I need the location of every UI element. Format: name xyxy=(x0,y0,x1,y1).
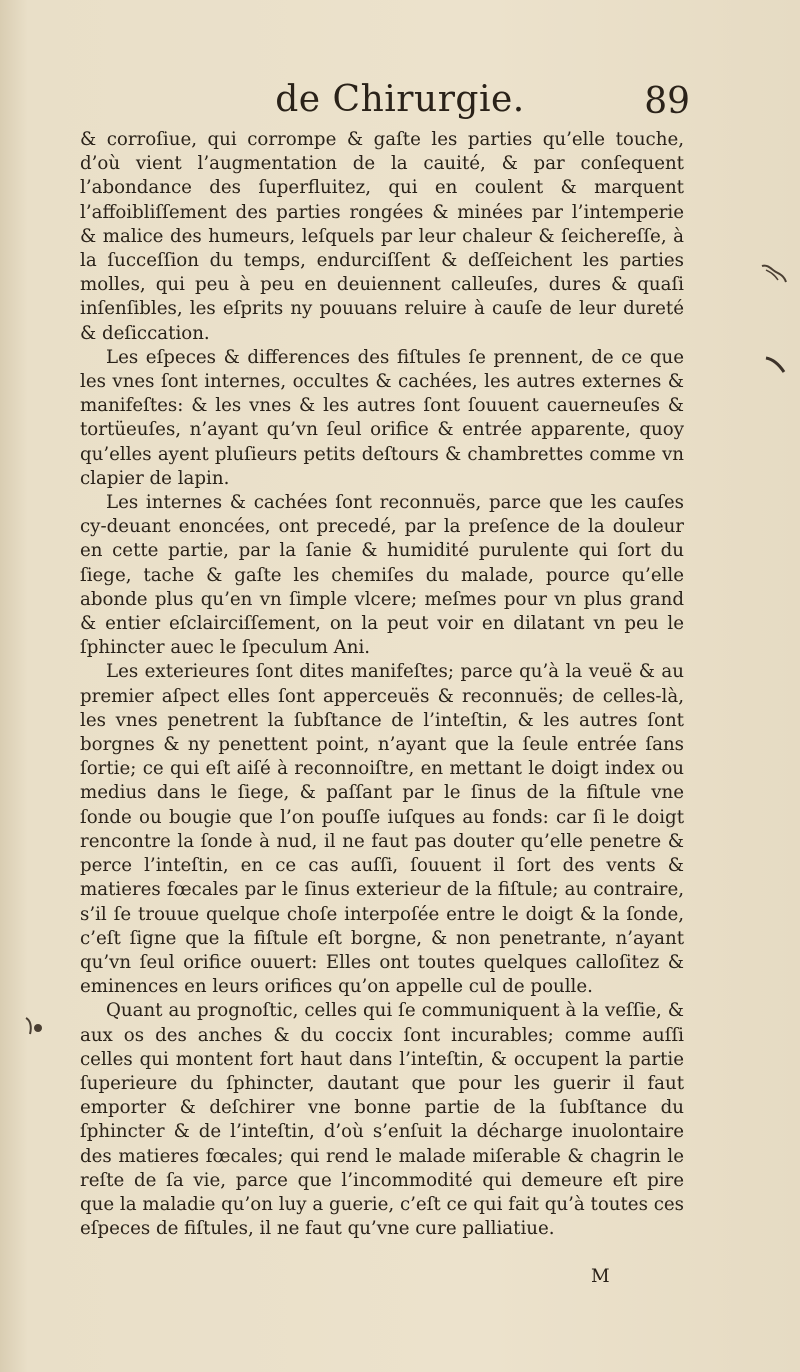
margin-flourish-icon xyxy=(22,1012,48,1040)
margin-flourish-icon xyxy=(764,355,786,375)
signature-mark: M xyxy=(591,1266,610,1287)
paragraph-1: & corroſiue, qui corrompe & gaſte les parties qu’elle touche, d’où vient l’augmentation de la cauité, & par conſequent l’abondance des ſuperfluitez, qui en coulent & marquent l’affoibliſſement des parties rongées & minées par l’intemperie & malice des humeurs, leſquels par leur chaleur & ſeichereſſe, à la ſucceſſion du temps, endurciſſent & deſſeichent les parties molles, qui peu à peu en deuiennent calleuſes, dures & quaſi inſenſibles, les eſprits ny pouuans reluire à cauſe de leur dureté & deſiccation. xyxy=(80,129,684,344)
body-text xyxy=(80,128,684,1241)
paragraph-2: Les eſpeces & differences des fiſtules ſe prennent, de ce que les vnes ſont internes, occultes & cachées, les autres externes & manifeſtes: & les vnes & les autres ſont ſouuent cauerneuſes & tortüeuſes, n’ayant qu’vn ſeul orifice & entrée apparente, quoy qu’elles ayent pluſieurs petits deſtours & chambrettes comme vn clapier de lapin. xyxy=(80,346,684,489)
paragraph-5: Quant au prognoſtic, celles qui ſe communiquent à la veſſie, & aux os des anches & du coccix ſont incurables; comme auſſi celles qui montent fort haut dans l’inteſtin, & occupent la partie ſuperieure du ſphincter, dautant que pour les guerir il faut emporter & deſchirer vne bonne partie de la ſubſtance du ſphincter & de l’inteſtin, d’où s’enſuit la décharge inuolontaire des matieres fœcales; qui rend le malade miſerable & chagrin le reſte de ſa vie, parce que l’incommodité qui demeure eſt pire que la maladie qu’on luy a guerie, c’eſt ce qui fait qu’à toutes ces eſpeces de fiſtules, il ne faut qu’vne cure palliatiue. xyxy=(80,1000,684,1240)
page-header xyxy=(0,78,800,128)
margin-flourish-icon xyxy=(760,262,788,284)
page-number: 89 xyxy=(644,81,690,122)
paragraph-3: Les internes & cachées ſont reconnuës, parce que les cauſes cy-deuant enoncées, ont precedé, par la preſence de la douleur en cette partie, par la ſanie & humidité purulente qui ſort du ſiege, tache & gaſte les chemiſes du malade, pource qu’elle abonde plus qu’en vn ſimple vlcere; meſmes pour vn plus grand & entier eſclairciſſement, on la peut voir en dilatant vn peu le ſphincter auec le ſpeculum Ani. xyxy=(80,492,684,659)
paragraph-4: Les exterieures ſont dites manifeſtes; parce qu’à la veuë & au premier aſpect elles ſont apperceuës & reconnuës; de celles-là, les vnes penetrent la ſubſtance de l’inteſtin, & les autres ſont borgnes & ny penettent point, n’ayant que la ſeule entrée ſans ſortie; ce qui eſt aiſé à reconnoiſtre, en mettant le doigt index ou medius dans le ſiege, & paſſant par le ſinus de la fiſtule vne ſonde ou bougie que l’on pouſſe iuſques au fonds: car ſi le doigt rencontre la ſonde à nud, il ne faut pas douter qu’elle penetre & perce l’inteſtin, en ce cas auſſi, ſouuent il ſort des vents & matieres fœcales par le ſinus exterieur de la fiſtule; au contraire, s’il ſe trouue quelque choſe interpoſée entre le doigt & la ſonde, c’eſt ſigne que la fiſtule eſt borgne, & non penetrante, n’ayant qu’vn ſeul orifice ouuert: Elles ont toutes quelques calloſitez & eminences en leurs orifices qu’on appelle cul de poulle. xyxy=(80,661,684,998)
running-title: de Chirurgie. xyxy=(275,79,525,120)
